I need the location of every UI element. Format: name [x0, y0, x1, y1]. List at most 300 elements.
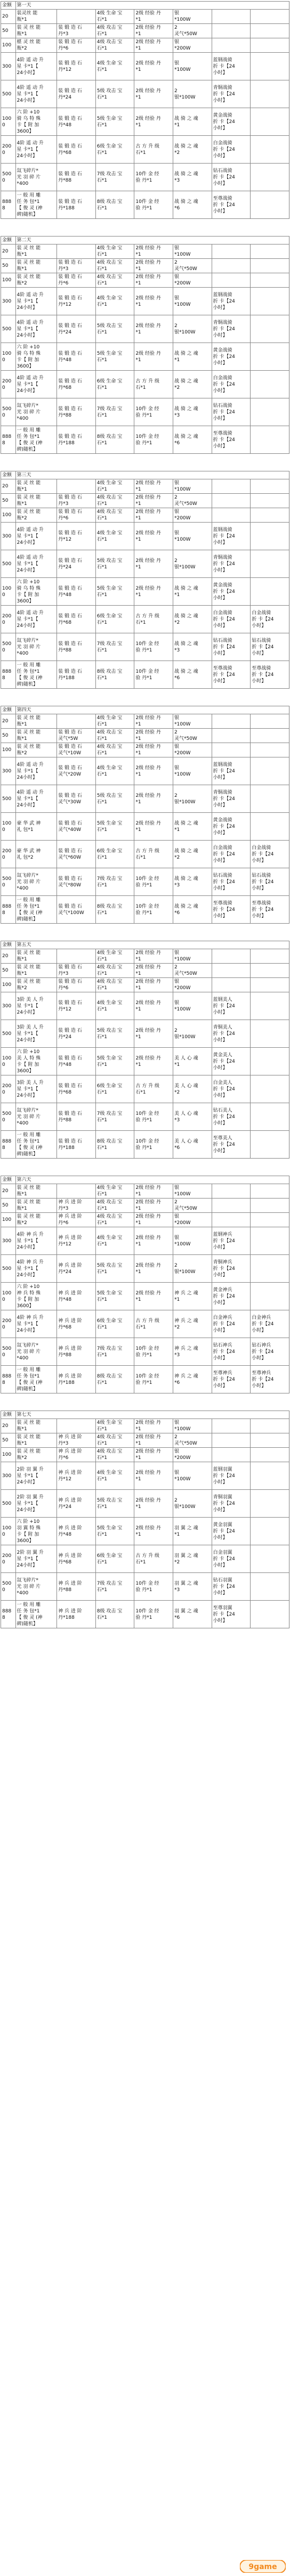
reward-cell [251, 273, 289, 288]
reward-cell: 银 *200W [173, 978, 212, 992]
reward-cell: 2级 经验 丹 *1 [134, 494, 173, 508]
reward-cell: 神 兵 进 阶 丹*188 [57, 1366, 96, 1393]
reward-cell: 战 骑 之 魂 *1 [173, 343, 212, 371]
reward-cell: 5级 攻击 宝 石*1 [95, 550, 134, 578]
reward-cell: 钻石战骑 折 卡【24 小时】 [212, 633, 251, 661]
reward-cell: 装 锻 造 石 丹*3 [57, 494, 96, 508]
reward-cell: 装 灵 丝 能 瓶*1 [15, 964, 57, 978]
reward-cell: 4阶 遥 动 升 星 卡*1【 24小时】 [15, 606, 57, 633]
amount-cell: 300 [1, 1227, 16, 1255]
reward-cell: 战 骑 之 魂 *6 [173, 896, 212, 924]
reward-cell: 一 般 用 雕 任 务 包*1 【 俊 灵 (神 碑)随机】 [15, 661, 57, 689]
reward-cell [57, 949, 96, 964]
reward-cell: 4阶 遥 动 升 星 卡*1【 24小时】 [15, 288, 57, 315]
reward-cell: 2阶 羽 翼 升 星 卡*1【 24小时】 [15, 1490, 57, 1518]
reward-cell: 羽 翼 之 魂 *6 [173, 1601, 212, 1628]
reward-cell: 装 灵 丝 能 瓶*1 [15, 1419, 57, 1433]
table-row [1, 661, 289, 689]
table-row [1, 288, 289, 315]
reward-cell: 4阶 遥 动 升 星 卡*1【 24小时】 [15, 371, 57, 398]
reward-cell: 5级 攻击 宝 石*1 [95, 785, 134, 813]
reward-cell: 至尊美人 折 卡【24 小时】 [212, 1131, 251, 1159]
table-row [1, 108, 289, 136]
reward-cell: 钻石战骑 折 卡【24 小时】 [212, 868, 251, 896]
amount-cell: 1000 [1, 1048, 16, 1075]
reward-cell: 美 人 心 魂 *6 [173, 1131, 212, 1159]
reward-cell: 钻石神兵 折 卡【24 小时】 [251, 1338, 289, 1366]
reward-cell: 3阶 美 人 升 星 卡*1【 24小时】 [15, 992, 57, 1020]
reward-cell: 2级 经验 丹 *1 [134, 1020, 173, 1048]
reward-cell: 2级 经验 丹 *1 [134, 978, 173, 992]
reward-cell: 神 兵 之 魂 *6 [173, 1366, 212, 1393]
table-row [1, 191, 289, 219]
reward-cell: 5级 生命 宝 石*1 [95, 813, 134, 841]
reward-cell: 黄金战骑 折 卡【24 小时】 [212, 578, 251, 606]
reward-cell: 战 骑 之 魂 *6 [173, 661, 212, 689]
reward-cell: 装 锻 造 石 丹*68 [57, 606, 96, 633]
reward-cell: 4级 生命 宝 石*1 [95, 244, 134, 259]
reward-cell: 2 灵气*50W [173, 494, 212, 508]
reward-cell: 装 锻 造 石 丹*88 [57, 164, 96, 191]
reward-cell: 8级 攻击 宝 石*1 [95, 191, 134, 219]
reward-cell: 神 兵 进 阶 丹*48 [57, 1518, 96, 1545]
reward-cell: 古 方 升 级 石*1 [134, 606, 173, 633]
reward-cell [251, 288, 289, 315]
amount-header: 金额 [1, 237, 16, 244]
day-table [1, 1176, 289, 1393]
reward-cell: 装 锻 造 石 丹*3 [57, 964, 96, 978]
reward-cell: 5级 攻击 宝 石*1 [95, 1020, 134, 1048]
reward-cell: 白金神兵 折 卡【24 小时】 [212, 1310, 251, 1338]
reward-cell: 装 灵 丝 能 瓶*1 [15, 949, 57, 964]
reward-cell: 2 银*100W [173, 1020, 212, 1048]
amount-cell: 100 [1, 743, 16, 757]
reward-cell [212, 1448, 251, 1462]
amount-cell: 8888 [1, 1366, 16, 1393]
amount-cell: 1000 [1, 813, 16, 841]
table-row [1, 426, 289, 454]
amount-cell: 2000 [1, 606, 16, 633]
reward-cell: 2级 经验 丹 *1 [134, 1433, 173, 1448]
reward-cell: 10件 金 经 验 丹*1 [134, 896, 173, 924]
reward-cell: 2 银*100W [173, 315, 212, 343]
reward-cell: 装 锻 造 石 丹*6 [57, 508, 96, 523]
reward-cell: 10件 金 经 验 丹*1 [134, 164, 173, 191]
table-row [1, 164, 289, 191]
reward-cell [251, 1462, 289, 1490]
reward-cell [251, 1227, 289, 1255]
reward-cell: 战 骑 之 魂 *1 [173, 578, 212, 606]
reward-cell: 钻石战骑 折 卡【24 小时】 [212, 398, 251, 426]
table-row [1, 479, 289, 494]
reward-cell: 8级 攻击 宝 石*1 [95, 1601, 134, 1628]
reward-cell [212, 244, 251, 259]
amount-header: 金额 [1, 1176, 16, 1184]
amount-cell: 2000 [1, 1075, 16, 1103]
reward-cell: 8级 攻击 宝 石*1 [95, 661, 134, 689]
reward-cell: 8级 攻击 宝 石*1 [95, 1131, 134, 1159]
amount-header: 金额 [1, 941, 16, 949]
reward-cell: 装 灵 丝 能 瓶*1 [15, 24, 57, 38]
reward-cell: 2级 经验 丹 *1 [134, 992, 173, 1020]
reward-cell [212, 1199, 251, 1213]
amount-cell: 500 [1, 1020, 16, 1048]
reward-cell: 2级 经验 丹 *1 [134, 315, 173, 343]
reward-cell: 钻石羽翼 折 卡【24 小时】 [212, 1573, 251, 1601]
reward-cell: 白金战骑 折 卡【24 小时】 [251, 841, 289, 868]
reward-cell [251, 343, 289, 371]
reward-cell [251, 1213, 289, 1227]
table-row [1, 757, 289, 785]
day-title: 第三天 [15, 471, 289, 479]
amount-cell: 5000 [1, 868, 16, 896]
reward-cell: 黄金羽翼 折 卡【24 小时】 [212, 1518, 251, 1545]
reward-cell: 装 锻 造 石 灵气*60W [57, 841, 96, 868]
reward-cell: 神 兵 之 魂 *1 [173, 1283, 212, 1310]
table-row [1, 813, 289, 841]
reward-cell: 装 灵 丝 能 瓶*2 [15, 1213, 57, 1227]
reward-cell: 2级 经验 丹 *1 [134, 813, 173, 841]
amount-cell: 100 [1, 38, 16, 53]
reward-cell [251, 813, 289, 841]
reward-cell: 银 *100W [173, 10, 212, 24]
table-row [1, 273, 289, 288]
reward-cell: 5级 攻击 宝 石*1 [95, 315, 134, 343]
reward-cell: 2级 经验 丹 *1 [134, 1518, 173, 1545]
reward-cell [251, 785, 289, 813]
reward-cell: 4阶 神 兵 升 星 卡*1【 24小时】 [15, 1255, 57, 1283]
reward-cell: 装 灵 丝 能 瓶*1 [15, 1433, 57, 1448]
reward-cell: 羽 翼 之 魂 *2 [173, 1545, 212, 1573]
reward-cell: 豪 华 武 神 礼 包*1 [15, 813, 57, 841]
reward-cell: 装 锻 造 石 丹*68 [57, 136, 96, 164]
reward-cell: 4级 生命 宝 石*1 [95, 10, 134, 24]
amount-cell: 8888 [1, 426, 16, 454]
table-row [1, 992, 289, 1020]
table-row [1, 896, 289, 924]
reward-cell: 10件 金 经 验 丹*1 [134, 1131, 173, 1159]
reward-cell: 至尊战骑 折 卡【24 小时】 [212, 896, 251, 924]
reward-cell: 5级 攻击 宝 石*1 [95, 80, 134, 108]
reward-cell: 羽 翼 之 魂 *1 [173, 1518, 212, 1545]
reward-cell: 六 阶 +10 羽 翼 特 殊 卡【 附 加 3600】 [15, 1518, 57, 1545]
amount-cell: 300 [1, 992, 16, 1020]
amount-cell: 5000 [1, 1573, 16, 1601]
reward-cell: 战 骑 之 魂 *6 [173, 426, 212, 454]
reward-cell [212, 743, 251, 757]
reward-cell: 4级 攻击 宝 石*1 [95, 1199, 134, 1213]
reward-cell: 银 *200W [173, 743, 212, 757]
amount-cell: 8888 [1, 1601, 16, 1628]
amount-cell: 300 [1, 53, 16, 80]
reward-cell: 银 *200W [173, 1448, 212, 1462]
table-row [1, 1020, 289, 1048]
reward-cell: 5级 生命 宝 石*1 [95, 343, 134, 371]
reward-cell [251, 191, 289, 219]
reward-cell: 豪 华 武 神 礼 包*2 [15, 841, 57, 868]
reward-cell: 战 骑 之 魂 *6 [173, 191, 212, 219]
amount-cell: 100 [1, 978, 16, 992]
reward-cell [251, 978, 289, 992]
reward-cell [212, 949, 251, 964]
reward-cell [251, 1601, 289, 1628]
reward-cell: 2级 经验 丹 *1 [134, 273, 173, 288]
table-row [1, 550, 289, 578]
table-row [1, 714, 289, 729]
reward-cell: 10件 金 经 验 丹*1 [134, 1338, 173, 1366]
reward-cell: 椹 灵 丝 能 瓶*2 [15, 38, 57, 53]
reward-cell: 装 锻 造 石 丹*6 [57, 273, 96, 288]
logo-text: 9game [248, 2563, 277, 2571]
table-row [1, 398, 289, 426]
reward-cell: 装 锻 造 石 丹*12 [57, 992, 96, 1020]
table-row [1, 136, 289, 164]
reward-cell: 4级 攻击 宝 石*1 [95, 978, 134, 992]
reward-cell: 至尊战骑 折 卡【24 小时】 [212, 661, 251, 689]
amount-cell: 50 [1, 1433, 16, 1448]
reward-cell: 7级 攻击 宝 石*1 [95, 1338, 134, 1366]
reward-cell: 黄金神兵 折 卡【24 小时】 [212, 1283, 251, 1310]
reward-cell: 蓝钢战骑 折 卡【24 小时】 [212, 53, 251, 80]
reward-cell: 蓝钢神兵 折 卡【24 小时】 [212, 1227, 251, 1255]
reward-cell [212, 1433, 251, 1448]
reward-cell: 银 *100W [173, 1184, 212, 1199]
reward-cell: 2级 经验 丹 *1 [134, 259, 173, 273]
reward-cell [57, 10, 96, 24]
reward-cell: 钻石战骑 折 卡【24 小时】 [251, 868, 289, 896]
amount-cell: 2000 [1, 1310, 16, 1338]
reward-cell: 黄金美人 折 卡【24 小时】 [212, 1048, 251, 1075]
reward-cell [251, 24, 289, 38]
day-title: 第六天 [15, 1176, 289, 1184]
reward-cell: 6级 生命 宝 石*1 [95, 136, 134, 164]
table-row [1, 1283, 289, 1310]
reward-cell: 10件 金 经 验 丹*1 [134, 191, 173, 219]
amount-cell: 2000 [1, 1545, 16, 1573]
reward-cell: 3阶 美 人 升 星 卡*1【 24小时】 [15, 1020, 57, 1048]
amount-cell: 1000 [1, 1283, 16, 1310]
amount-cell: 500 [1, 80, 16, 108]
reward-cell: 4阶 神 兵 升 星 卡*1【 24小时】 [15, 1227, 57, 1255]
reward-cell: 装 灵 丝 能 瓶*1 [15, 1199, 57, 1213]
reward-cell: 至尊战骑 折 卡【24 小时】 [251, 661, 289, 689]
table-row [1, 1310, 289, 1338]
day-title: 第七天 [15, 1411, 289, 1419]
reward-cell [251, 508, 289, 523]
reward-cell: 装 锻 造 石 丹*6 [57, 978, 96, 992]
reward-cell [251, 1433, 289, 1448]
reward-cell: 装 锻 造 石 丹*188 [57, 1131, 96, 1159]
table-row [1, 1433, 289, 1448]
reward-cell: 2阶 羽 翼 升 星 卡*1【 24小时】 [15, 1462, 57, 1490]
reward-cell: 古 方 升 级 石*1 [134, 1310, 173, 1338]
amount-cell: 2000 [1, 841, 16, 868]
reward-cell: 2 灵气*50W [173, 24, 212, 38]
reward-cell: 古 方 升 级 石*1 [134, 841, 173, 868]
reward-cell [251, 964, 289, 978]
reward-cell: 装 锻 造 石 丹*24 [57, 80, 96, 108]
reward-cell [251, 244, 289, 259]
reward-cell: 钻石神兵 折 卡【24 小时】 [212, 1338, 251, 1366]
reward-cell: 神 兵 进 阶 丹*48 [57, 1283, 96, 1310]
table-row [1, 729, 289, 743]
amount-cell: 5000 [1, 398, 16, 426]
amount-cell: 8888 [1, 661, 16, 689]
reward-cell: 4级 生命 宝 石*1 [95, 992, 134, 1020]
reward-cell: 装 锻 造 石 灵气*20W [57, 757, 96, 785]
reward-cell: 装 锻 造 石 丹*188 [57, 426, 96, 454]
reward-cell: 六 阶 +10 神 兵 特 殊 卡【 附 加 3600】 [15, 1283, 57, 1310]
reward-cell: 4级 生命 宝 石*1 [95, 1462, 134, 1490]
reward-cell: 装 锻 造 石 丹*48 [57, 108, 96, 136]
reward-cell: 银 *100W [173, 1419, 212, 1433]
reward-cell: 2级 经验 丹 *1 [134, 785, 173, 813]
reward-cell: 装 锻 造 石 丹*88 [57, 633, 96, 661]
amount-cell: 1000 [1, 343, 16, 371]
reward-cell: 美 人 心 魂 *3 [173, 1103, 212, 1131]
reward-cell: 战 骑 之 魂 *2 [173, 371, 212, 398]
reward-cell: 装 锻 造 石 灵气*80W [57, 868, 96, 896]
table-row [1, 244, 289, 259]
reward-cell: 神 兵 进 阶 丹*68 [57, 1545, 96, 1573]
amount-cell: 5000 [1, 1103, 16, 1131]
reward-cell: 装 锻 造 石 丹*12 [57, 523, 96, 550]
reward-cell: 氙飞碎片* 光 羽 碎 片 *400 [15, 398, 57, 426]
table-row [1, 743, 289, 757]
reward-cell: 装 锻 造 石 丹*12 [57, 288, 96, 315]
reward-cell: 2级 经验 丹 *1 [134, 24, 173, 38]
reward-cell: 美 人 心 魂 *1 [173, 1048, 212, 1075]
table-row [1, 1366, 289, 1393]
reward-cell: 神 兵 进 阶 丹*24 [57, 1255, 96, 1283]
reward-cell: 5级 生命 宝 石*1 [95, 108, 134, 136]
day-table [1, 471, 289, 689]
amount-cell: 500 [1, 1255, 16, 1283]
reward-cell: 一 般 用 雕 任 务 包*1 【 俊 灵 (神 碑)随机】 [15, 896, 57, 924]
amount-cell: 5000 [1, 164, 16, 191]
reward-cell: 战 骑 之 魂 *2 [173, 841, 212, 868]
reward-cell: 4级 生命 宝 石*1 [95, 757, 134, 785]
reward-cell [251, 426, 289, 454]
reward-cell [251, 1518, 289, 1545]
reward-cell: 至尊神兵 折 卡【24 小时】 [251, 1366, 289, 1393]
reward-cell: 装 锻 造 石 灵气*5W [57, 729, 96, 743]
reward-cell: 钻石战骑 折 卡【24 小时】 [251, 633, 289, 661]
table-row [1, 978, 289, 992]
reward-cell [212, 978, 251, 992]
reward-cell: 2 灵气*50W [173, 964, 212, 978]
reward-cell: 神 兵 之 魂 *2 [173, 1310, 212, 1338]
reward-cell: 5级 攻击 宝 石*1 [95, 1255, 134, 1283]
amount-cell: 2000 [1, 371, 16, 398]
reward-cell: 2级 经验 丹 *1 [134, 743, 173, 757]
reward-cell: 装 灵 丝 能 瓶*2 [15, 743, 57, 757]
reward-cell [251, 757, 289, 785]
reward-cell [212, 964, 251, 978]
reward-cell: 银 *200W [173, 1213, 212, 1227]
reward-cell: 2级 经验 丹 *1 [134, 1199, 173, 1213]
amount-cell: 500 [1, 785, 16, 813]
reward-cell: 4级 攻击 宝 石*1 [95, 1433, 134, 1448]
table-row [1, 343, 289, 371]
reward-cell: 氙飞碎片* 光 羽 碎 片 *400 [15, 1338, 57, 1366]
reward-cell: 神 兵 之 魂 *3 [173, 1338, 212, 1366]
amount-cell: 20 [1, 714, 16, 729]
reward-cell [251, 53, 289, 80]
site-logo [240, 2560, 286, 2573]
table-row [1, 1462, 289, 1490]
reward-cell: 4级 生命 宝 石*1 [95, 1227, 134, 1255]
reward-cell: 10件 金 经 验 丹*1 [134, 1366, 173, 1393]
reward-cell: 8级 攻击 宝 石*1 [95, 1366, 134, 1393]
reward-cell: 一 般 用 雕 任 务 包*1 【 俊 灵 (神 碑)随机】 [15, 1131, 57, 1159]
reward-cell: 银 *100W [173, 53, 212, 80]
reward-cell: 4级 生命 宝 石*1 [95, 1184, 134, 1199]
reward-cell: 装 锻 造 石 丹*12 [57, 53, 96, 80]
reward-cell: 4级 生命 宝 石*1 [95, 714, 134, 729]
reward-cell: 白金战骑 折 卡【24 小时】 [212, 606, 251, 633]
table-row [1, 1573, 289, 1601]
reward-cell: 4级 生命 宝 石*1 [95, 949, 134, 964]
amount-header: 金额 [1, 471, 16, 479]
amount-cell: 50 [1, 1199, 16, 1213]
reward-cell: 2级 经验 丹 *1 [134, 508, 173, 523]
reward-cell: 六 阶 +10 骑 乌 特 殊 卡【 附 加 3600】 [15, 343, 57, 371]
reward-cell [212, 259, 251, 273]
reward-cell: 2级 经验 丹 *1 [134, 729, 173, 743]
reward-cell: 神 兵 进 阶 丹*12 [57, 1227, 96, 1255]
table-row [1, 606, 289, 633]
reward-cell [57, 479, 96, 494]
reward-cell: 装 灵 丝 能 瓶*1 [15, 714, 57, 729]
reward-cell: 4阶 遥 动 升 星 卡*1【 24小时】 [15, 136, 57, 164]
amount-cell: 2000 [1, 136, 16, 164]
reward-cell [251, 1283, 289, 1310]
reward-cell [212, 494, 251, 508]
reward-cell: 装 锻 造 石 灵气*40W [57, 813, 96, 841]
reward-cell: 5级 生命 宝 石*1 [95, 1283, 134, 1310]
table-row [1, 315, 289, 343]
reward-cell [251, 714, 289, 729]
table-row [1, 1227, 289, 1255]
reward-cell [251, 1490, 289, 1518]
reward-cell: 神 兵 进 阶 丹*12 [57, 1462, 96, 1490]
reward-cell: 2级 经验 丹 *1 [134, 244, 173, 259]
day-table [1, 1411, 289, 1628]
amount-cell: 20 [1, 1419, 16, 1433]
reward-cell: 2级 经验 丹 *1 [134, 38, 173, 53]
reward-cell: 4级 攻击 宝 石*1 [95, 273, 134, 288]
day-table [1, 236, 289, 454]
reward-cell [57, 244, 96, 259]
reward-cell [251, 1131, 289, 1159]
reward-cell: 至尊战骑 折 卡【24 小时】 [212, 426, 251, 454]
reward-cell: 2级 经验 丹 *1 [134, 1419, 173, 1433]
reward-cell: 2阶 羽 翼 升 星 卡*1【 24小时】 [15, 1545, 57, 1573]
reward-cell: 至尊神兵 折 卡【24 小时】 [212, 1366, 251, 1393]
reward-cell: 钻石战骑 折 卡【24 小时】 [212, 164, 251, 191]
reward-cell: 5级 生命 宝 石*1 [95, 1518, 134, 1545]
reward-cell [251, 80, 289, 108]
table-row [1, 1448, 289, 1462]
reward-cell: 银 *100W [173, 992, 212, 1020]
reward-cell: 战 骑 之 魂 *3 [173, 164, 212, 191]
reward-cell: 4阶 遥 动 升 星 卡*1【 24小时】 [15, 523, 57, 550]
table-row [1, 785, 289, 813]
reward-cell: 7级 攻击 宝 石*1 [95, 868, 134, 896]
reward-cell: 神 兵 进 阶 丹*188 [57, 1601, 96, 1628]
reward-cell: 神 兵 进 阶 丹*88 [57, 1573, 96, 1601]
